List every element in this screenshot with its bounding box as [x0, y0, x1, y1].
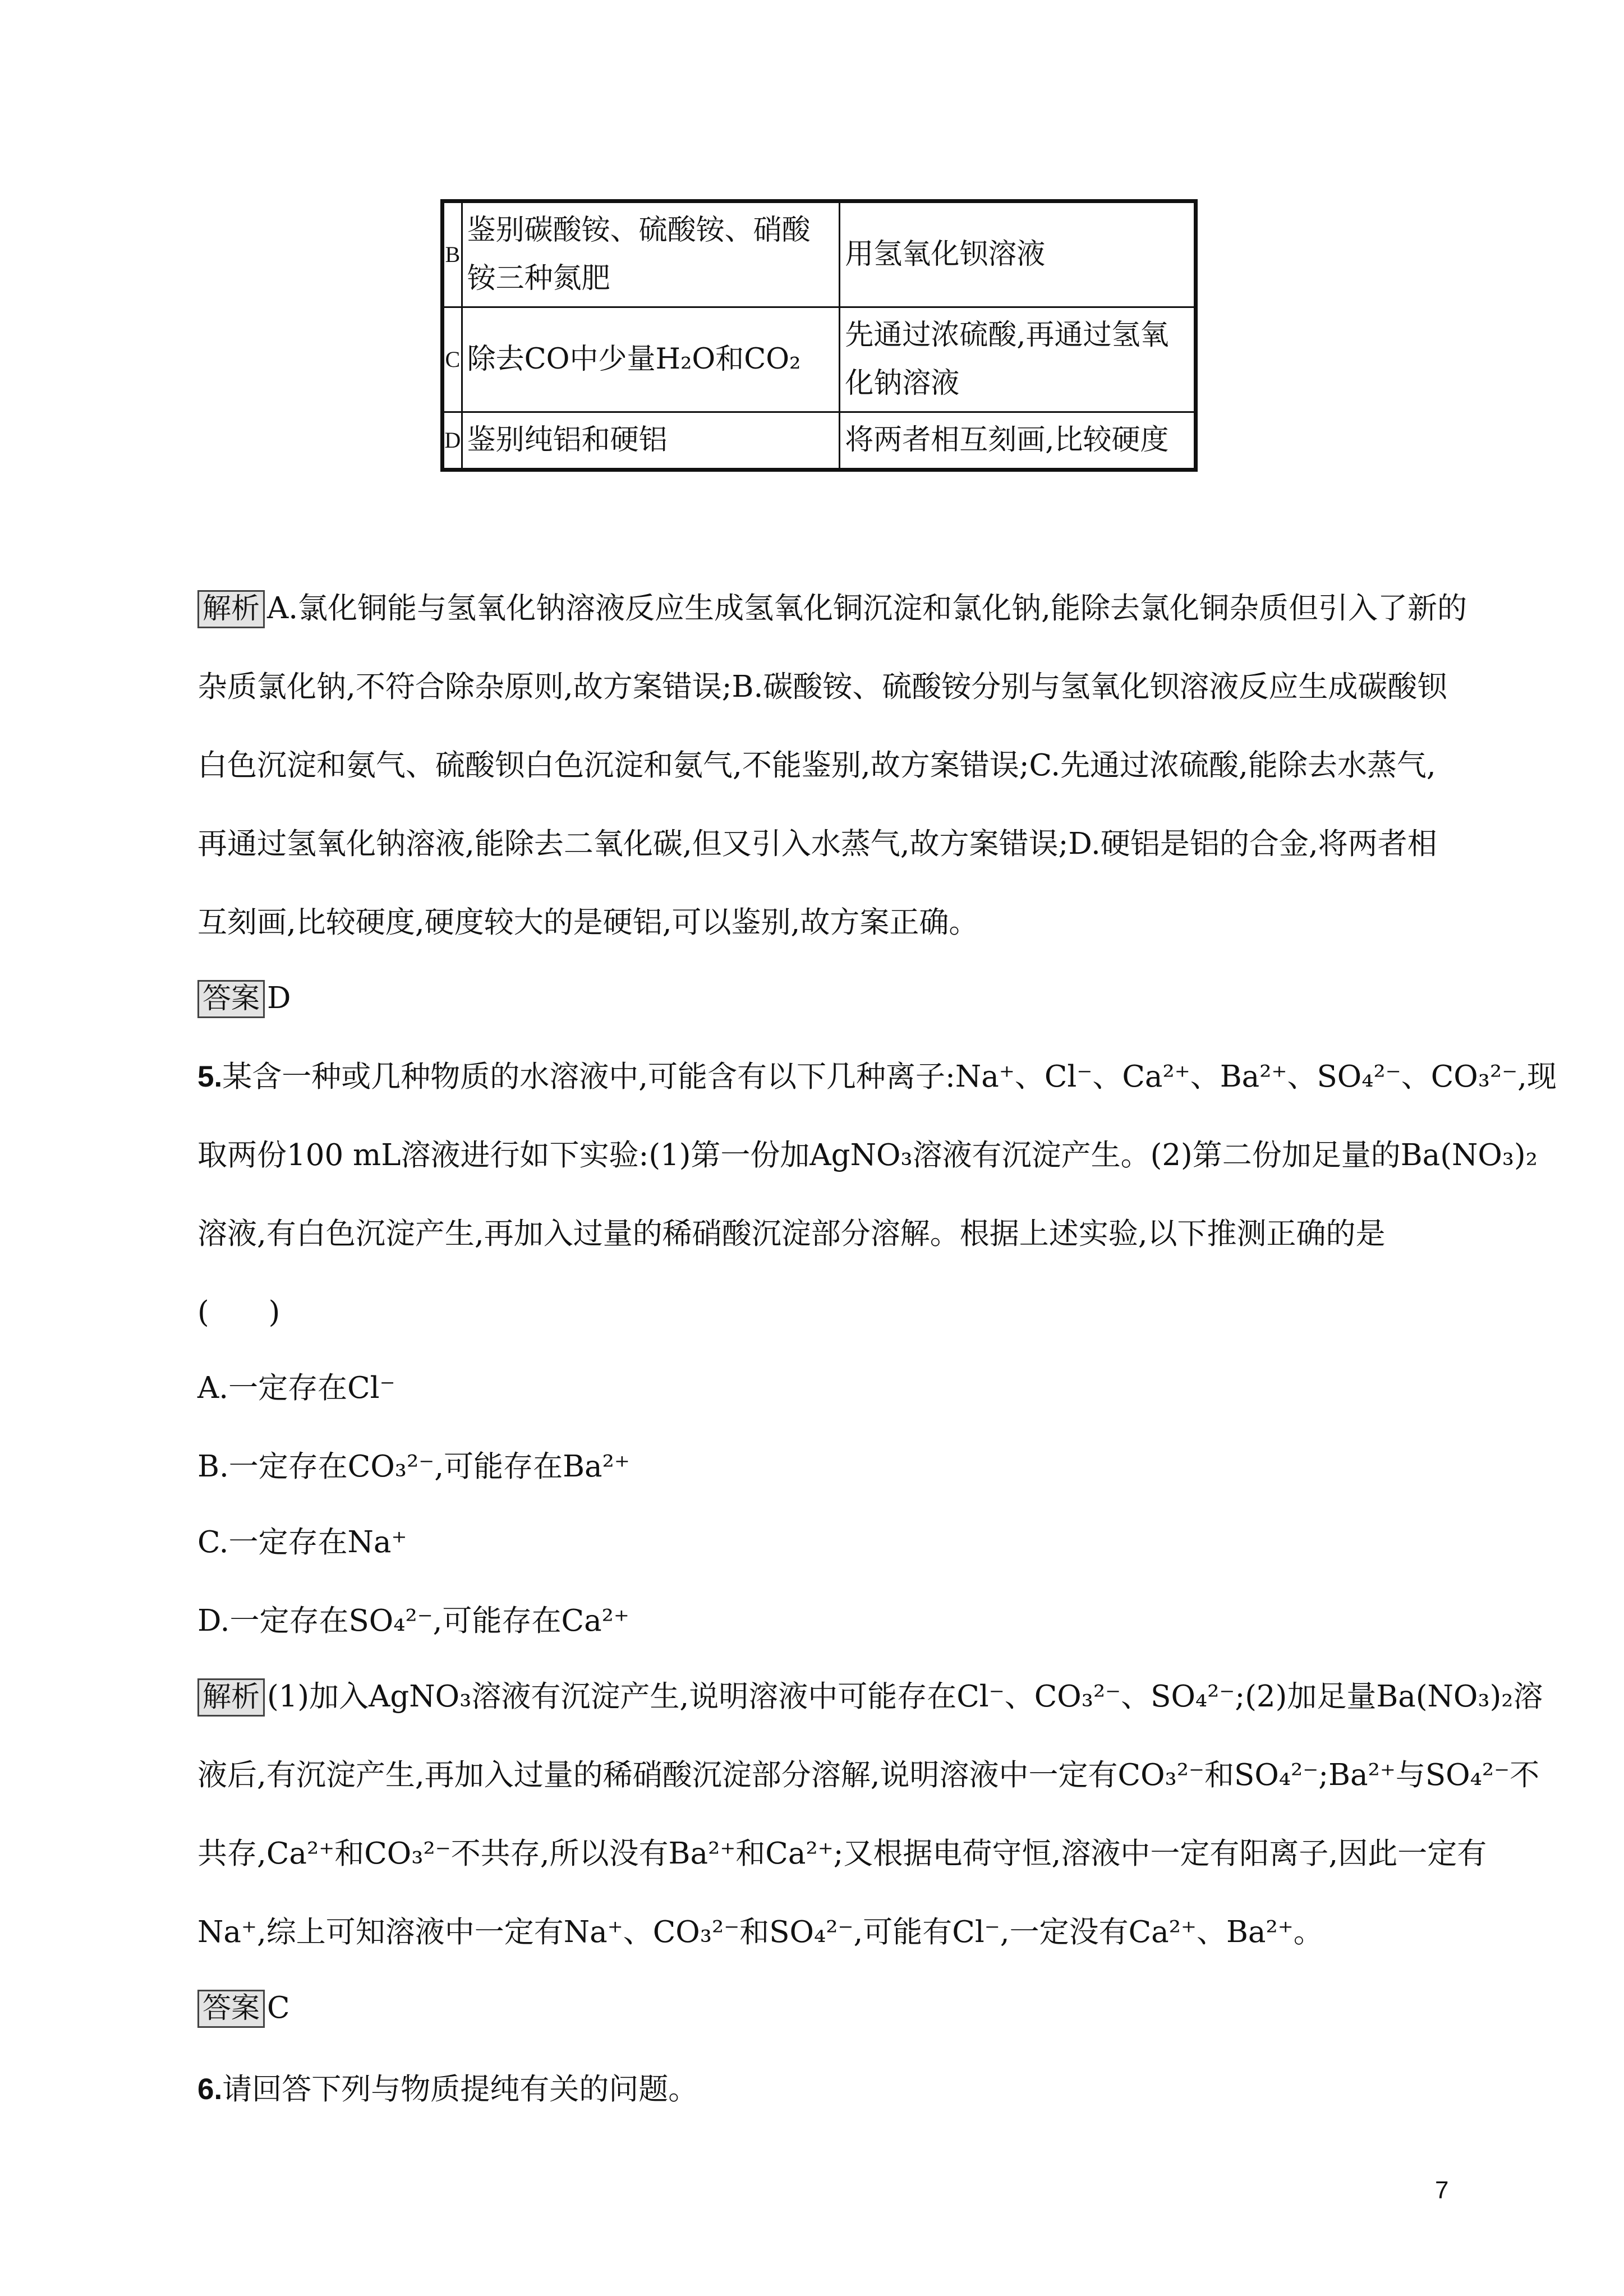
row-method: 将两者相互刻画,比较硬度: [840, 412, 1196, 470]
table-row: [443, 307, 1196, 412]
q4-analysis-line: 白色沉淀和氨气、硫酸钡白色沉淀和氨气,不能鉴别,故方案错误;C.先通过浓硫酸,能除去水蒸气,: [197, 748, 1436, 783]
options-table: [440, 199, 1198, 472]
row-method: 先通过浓硫酸,再通过氢氧化钠溶液: [840, 307, 1196, 412]
row-question: 鉴别碳酸铵、硫酸铵、硝酸铵三种氮肥: [462, 201, 840, 307]
analysis-text: (1)加入AgNO₃溶液有沉淀产生,说明溶液中可能存在Cl⁻、CO₃²⁻、SO₄²⁻;(2)加足量Ba(NO₃)₂溶: [267, 1680, 1543, 1714]
answer-value: C: [267, 1991, 290, 2025]
q5-option-c: C.一定存在Na⁺: [197, 1525, 407, 1559]
q6-stem-line: [197, 2070, 698, 2109]
stem-text: 某含一种或几种物质的水溶液中,可能含有以下几种离子:Na⁺、Cl⁻、Ca²⁺、Ba²⁺、SO₄²⁻、CO₃²⁻,现: [222, 1060, 1557, 1094]
q5-answer-line: [197, 1989, 290, 2028]
row-question: 除去CO中少量H₂O和CO₂: [462, 307, 840, 412]
table-row: [443, 201, 1196, 307]
q5-option-a: A.一定存在Cl⁻: [197, 1371, 395, 1405]
q4-analysis-line: 再通过氢氧化钠溶液,能除去二氧化碳,但又引入水蒸气,故方案错误;D.硬铝是铝的合金,将两者相: [197, 827, 1437, 861]
question-number: 5.: [197, 1060, 223, 1093]
q4-answer-line: [197, 979, 291, 1018]
q4-analysis-line: 互刻画,比较硬度,硬度较大的是硬铝,可以鉴别,故方案正确。: [197, 905, 979, 940]
q5-option-d: D.一定存在SO₄²⁻,可能存在Ca²⁺: [197, 1604, 629, 1638]
row-method: 用氢氧化钡溶液: [840, 201, 1196, 307]
q4-analysis-line: 杂质氯化钠,不符合除杂原则,故方案错误;B.碳酸铵、硫酸铵分别与氢氧化钡溶液反应生成碳酸钡: [197, 670, 1447, 704]
analysis-text: A.氯化铜能与氢氧化钠溶液反应生成氢氧化铜沉淀和氯化钠,能除去氯化铜杂质但引入了新的: [267, 591, 1467, 625]
q5-answer-bracket: ( ): [197, 1295, 280, 1329]
q5-analysis-line: 液后,有沉淀产生,再加入过量的稀硝酸沉淀部分溶解,说明溶液中一定有CO₃²⁻和SO₄²⁻;Ba²⁺与SO₄²⁻不: [197, 1758, 1540, 1792]
question-number: 6.: [197, 2073, 223, 2106]
q5-analysis-line: 共存,Ca²⁺和CO₃²⁻不共存,所以没有Ba²⁺和Ca²⁺;又根据电荷守恒,溶液中一定有阳离子,因此一定有: [197, 1837, 1487, 1871]
q5-analysis-line: Na⁺,综上可知溶液中一定有Na⁺、CO₃²⁻和SO₄²⁻,可能有Cl⁻,一定没有Ca²⁺、Ba²⁺。: [197, 1915, 1323, 1949]
row-label: C: [443, 307, 462, 412]
q5-option-b: B.一定存在CO₃²⁻,可能存在Ba²⁺: [197, 1450, 630, 1484]
table-row: [443, 412, 1196, 470]
row-label: D: [443, 412, 462, 470]
q5-stem-line: [197, 1057, 1557, 1097]
analysis-tag: 解析: [197, 590, 265, 628]
answer-tag: 答案: [197, 1990, 265, 2028]
q5-analysis-line: [197, 1677, 1543, 1717]
stem-text: 请回答下列与物质提纯有关的问题。: [222, 2072, 698, 2106]
q5-stem-line: 取两份100 mL溶液进行如下实验:(1)第一份加AgNO₃溶液有沉淀产生。(2)第二份加足量的Ba(NO₃)₂: [197, 1138, 1538, 1172]
q4-analysis-line: [197, 589, 1467, 628]
answer-value: D: [267, 981, 291, 1015]
row-label: B: [443, 201, 462, 307]
answer-tag: 答案: [197, 980, 265, 1018]
row-question: 鉴别纯铝和硬铝: [462, 412, 840, 470]
q5-stem-line: 溶液,有白色沉淀产生,再加入过量的稀硝酸沉淀部分溶解。根据上述实验,以下推测正确的是: [197, 1217, 1386, 1251]
page-number: 7: [1435, 2177, 1449, 2204]
analysis-tag: 解析: [197, 1678, 265, 1717]
